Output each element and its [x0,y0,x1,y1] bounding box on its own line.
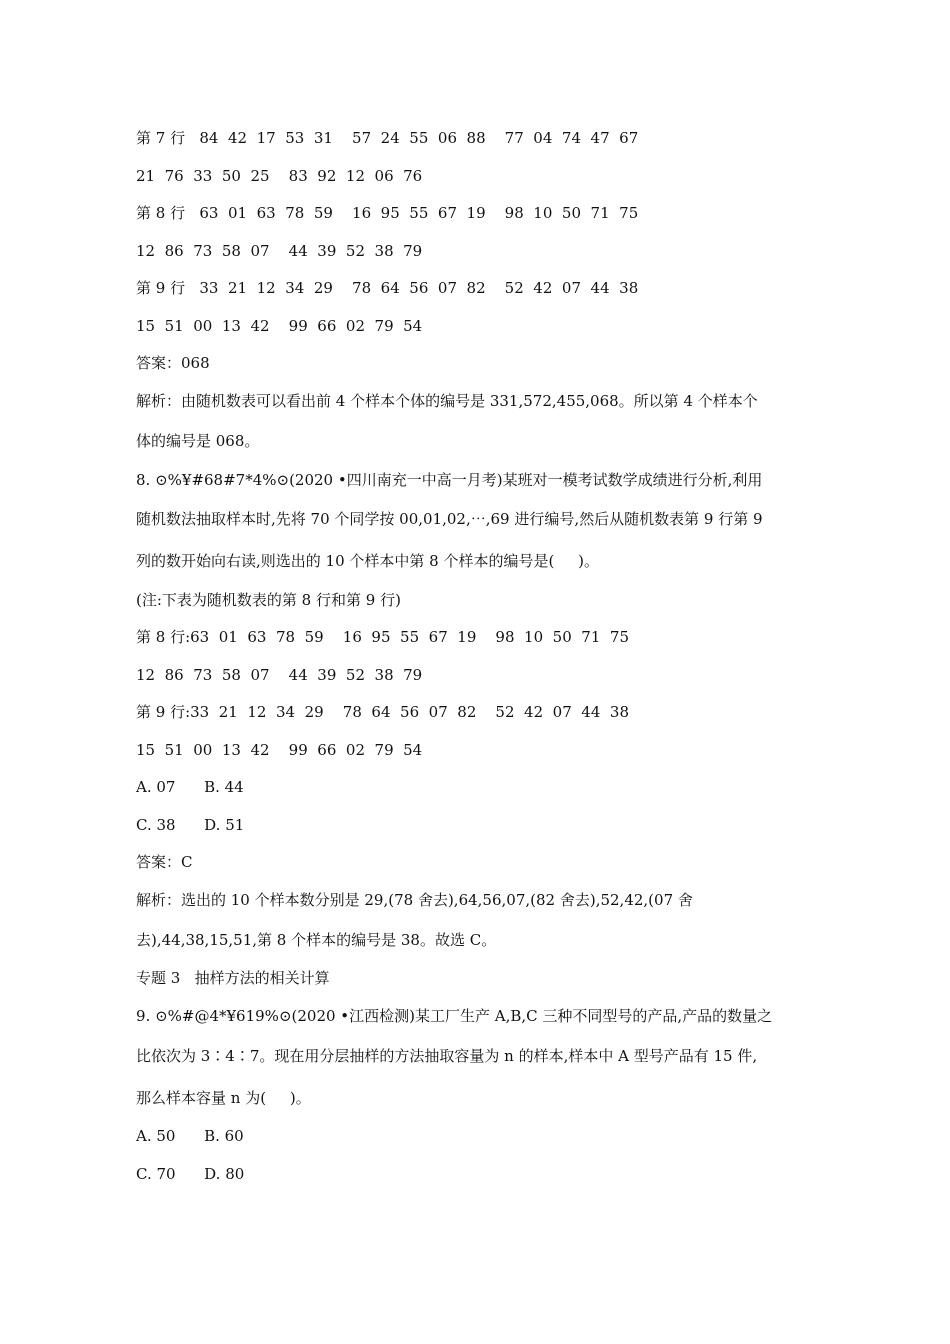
analysis-8-line2: 去),44,38,15,51,第 8 个样本的编号是 38。故选 C。 [136,931,497,949]
random-table-row8-line2: 12 86 73 58 07 44 39 52 38 79 [136,242,423,260]
random-table-row9-line1: 第 9 行 33 21 12 34 29 78 64 56 07 82 52 42 07 44 38 [136,279,639,297]
answer-8: 答案：C [136,853,193,871]
question-8-table-row8-line2: 12 86 73 58 07 44 39 52 38 79 [136,666,423,684]
analysis-7-line1: 解析：由随机数表可以看出前 4 个样本个体的编号是 331,572,455,068。所以第 4 个样本个 [136,392,758,410]
question-8-table-row8-line1: 第 8 行:63 01 63 78 59 16 95 55 67 19 98 10 50 71 75 [136,628,630,646]
question-9-line3: 那么样本容量 n 为( )。 [136,1089,311,1107]
question-9-line1: 9. ⊙%#@4*¥619%⊙(2020 •江西检测)某工厂生产 A,B,C 三种不同型号的产品,产品的数量之 [136,1007,773,1025]
random-table-row8-line1: 第 8 行 63 01 63 78 59 16 95 55 67 19 98 10 50 71 75 [136,204,639,222]
question-8-line1: 8. ⊙%¥#68#7*4%⊙(2020 •四川南充一中高一月考)某班对一模考试数学成绩进行分析,利用 [136,471,763,489]
section-heading-3: 专题 3 抽样方法的相关计算 [136,969,330,987]
question-8-options-cd: C. 38 D. 51 [136,816,245,834]
question-8-table-row9-line1: 第 9 行:33 21 12 34 29 78 64 56 07 82 52 42 07 44 38 [136,703,630,721]
question-8-line2: 随机数法抽取样本时,先将 70 个同学按 00,01,02,⋯,69 进行编号,然后从随机数表第 9 行第 9 [136,510,763,528]
random-table-row9-line2: 15 51 00 13 42 99 66 02 79 54 [136,317,423,335]
question-9-line2: 比依次为 3∶4∶7。现在用分层抽样的方法抽取容量为 n 的样本,样本中 A 型号产品有 15 件, [136,1047,758,1065]
question-8-line3: 列的数开始向右读,则选出的 10 个样本中第 8 个样本的编号是( )。 [136,552,600,570]
analysis-8-line1: 解析：选出的 10 个样本数分别是 29,(78 舍去),64,56,07,(82 舍去),52,42,(07 舍 [136,891,693,909]
analysis-7-line2: 体的编号是 068。 [136,432,260,450]
random-table-row7-line2: 21 76 33 50 25 83 92 12 06 76 [136,167,423,185]
question-9-options-cd: C. 70 D. 80 [136,1165,245,1183]
question-8-table-row9-line2: 15 51 00 13 42 99 66 02 79 54 [136,741,423,759]
answer-7: 答案：068 [136,354,210,372]
question-8-options-ab: A. 07 B. 44 [136,778,244,796]
random-table-row7-line1: 第 7 行 84 42 17 53 31 57 24 55 06 88 77 04 74 47 67 [136,129,639,147]
question-8-note: (注:下表为随机数表的第 8 行和第 9 行) [136,591,401,609]
question-9-options-ab: A. 50 B. 60 [136,1127,244,1145]
